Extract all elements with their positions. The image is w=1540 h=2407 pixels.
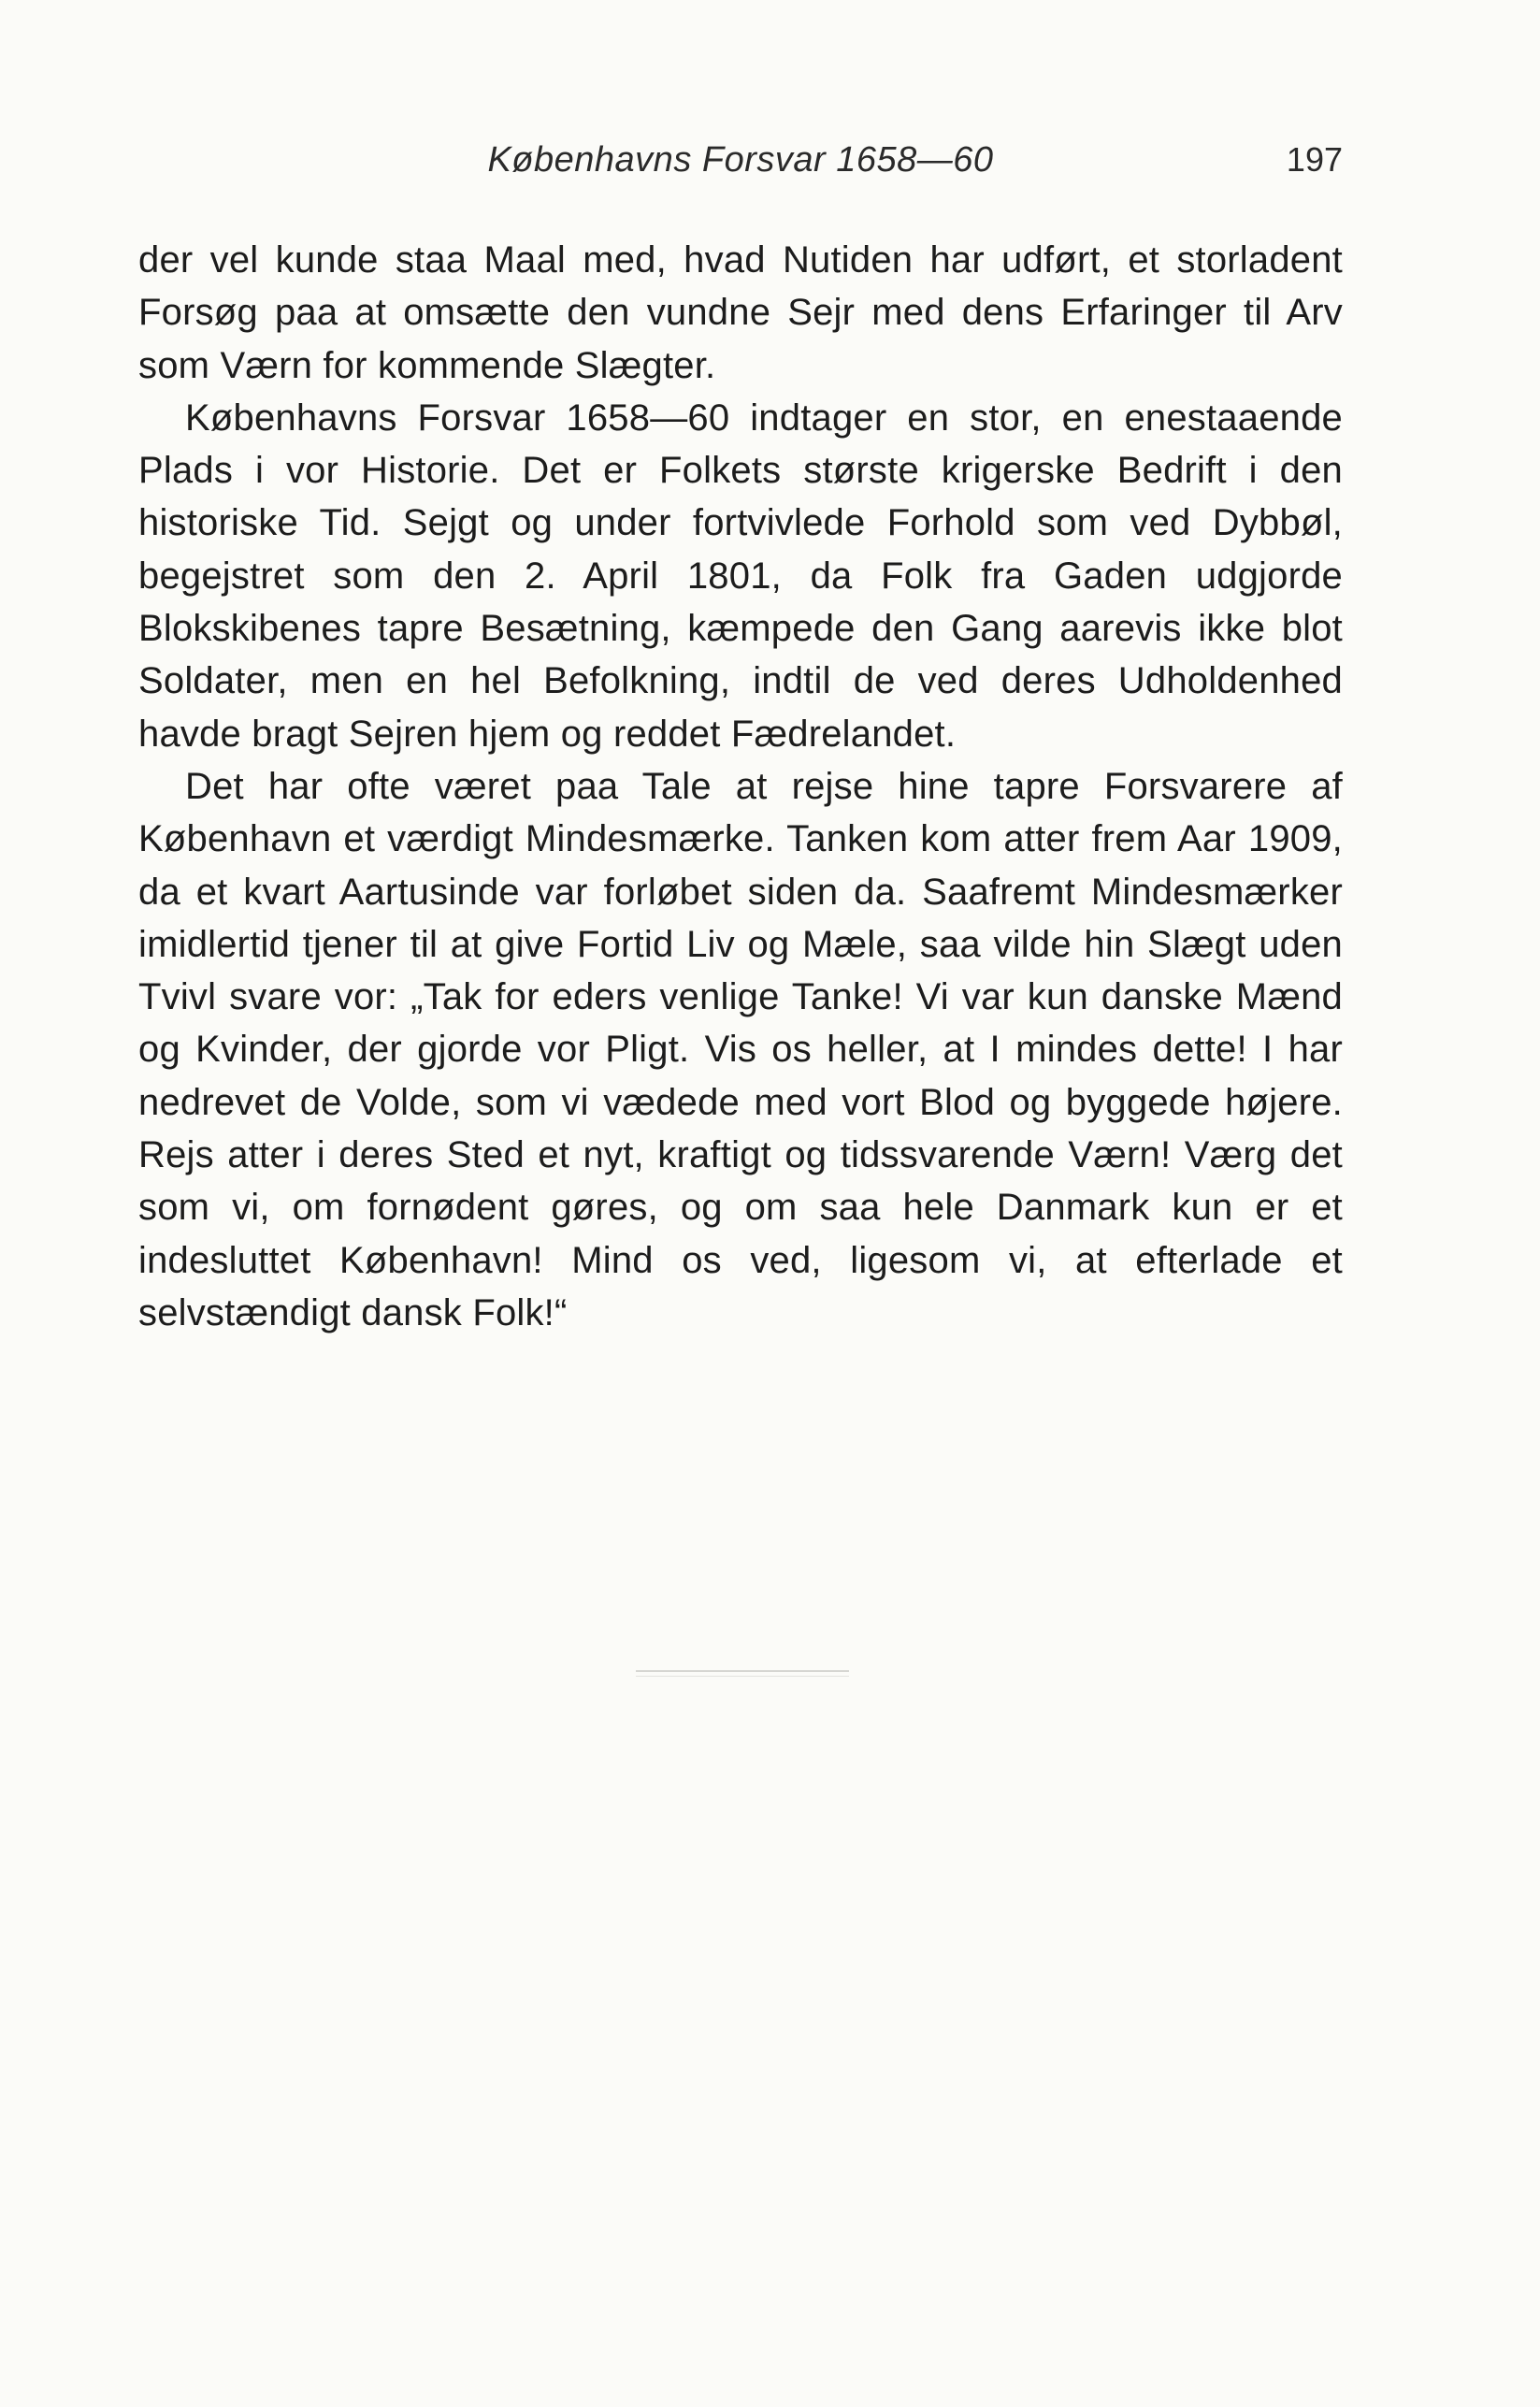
end-rule-shadow xyxy=(636,1676,849,1677)
running-title: Københavns Forsvar 1658—60 xyxy=(487,140,994,180)
paragraph-1: der vel kunde staa Maal med, hvad Nutiden har udført, et storladent Forsøg paa at omsætte den vundne Sejr med dens Erfaringer til Arv som Værn for kommende Slægter. xyxy=(138,239,1343,386)
end-rule xyxy=(636,1670,849,1672)
paragraph-2: Københavns Forsvar 1658—60 indtager en stor, en enestaaende Plads i vor Historie. Det er Folkets største krigerske Bedrift i den historiske Tid. Sejgt og under fortvivlede Forhold som ved Dybbøl, begejstret som den 2. April 1801, da Folk fra Gaden udgjorde Blokskibenes tapre Besætning, kæmpede den Gang aarevis ikke blot Soldater, men en hel Befolkning, indtil de ved deres Udholdenhed havde bragt Sejren hjem og reddet Fædrelandet. xyxy=(138,396,1343,755)
paragraph-3: Det har ofte været paa Tale at rejse hine tapre Forsvarere af København et værdigt Mindesmærke. Tanken kom atter frem Aar 1909, da et kvart Aartusinde var forløbet siden da. Saafremt Mindesmærker imidlertid tjener til at give Fortid Liv og Mæle, saa vilde hin Slægt uden Tvivl svare vor: „Tak for eders venlige Tanke! Vi var kun danske Mænd og Kvinder, der gjorde vor Pligt. Vis os heller, at I mindes dette! I har nedrevet de Volde, som vi vædede med vort Blod og byggede højere. Rejs atter i deres Sted et nyt, kraftigt og tidssvarende Værn! Værg det som vi, om fornødent gøres, og om saa hele Danmark kun er et indesluttet København! Mind os ved, ligesom vi, at efterlade et selvstændigt dansk Folk!“ xyxy=(138,765,1343,1333)
body-text xyxy=(138,234,1343,1339)
page-number: 197 xyxy=(1286,140,1343,179)
running-head xyxy=(138,140,1343,196)
